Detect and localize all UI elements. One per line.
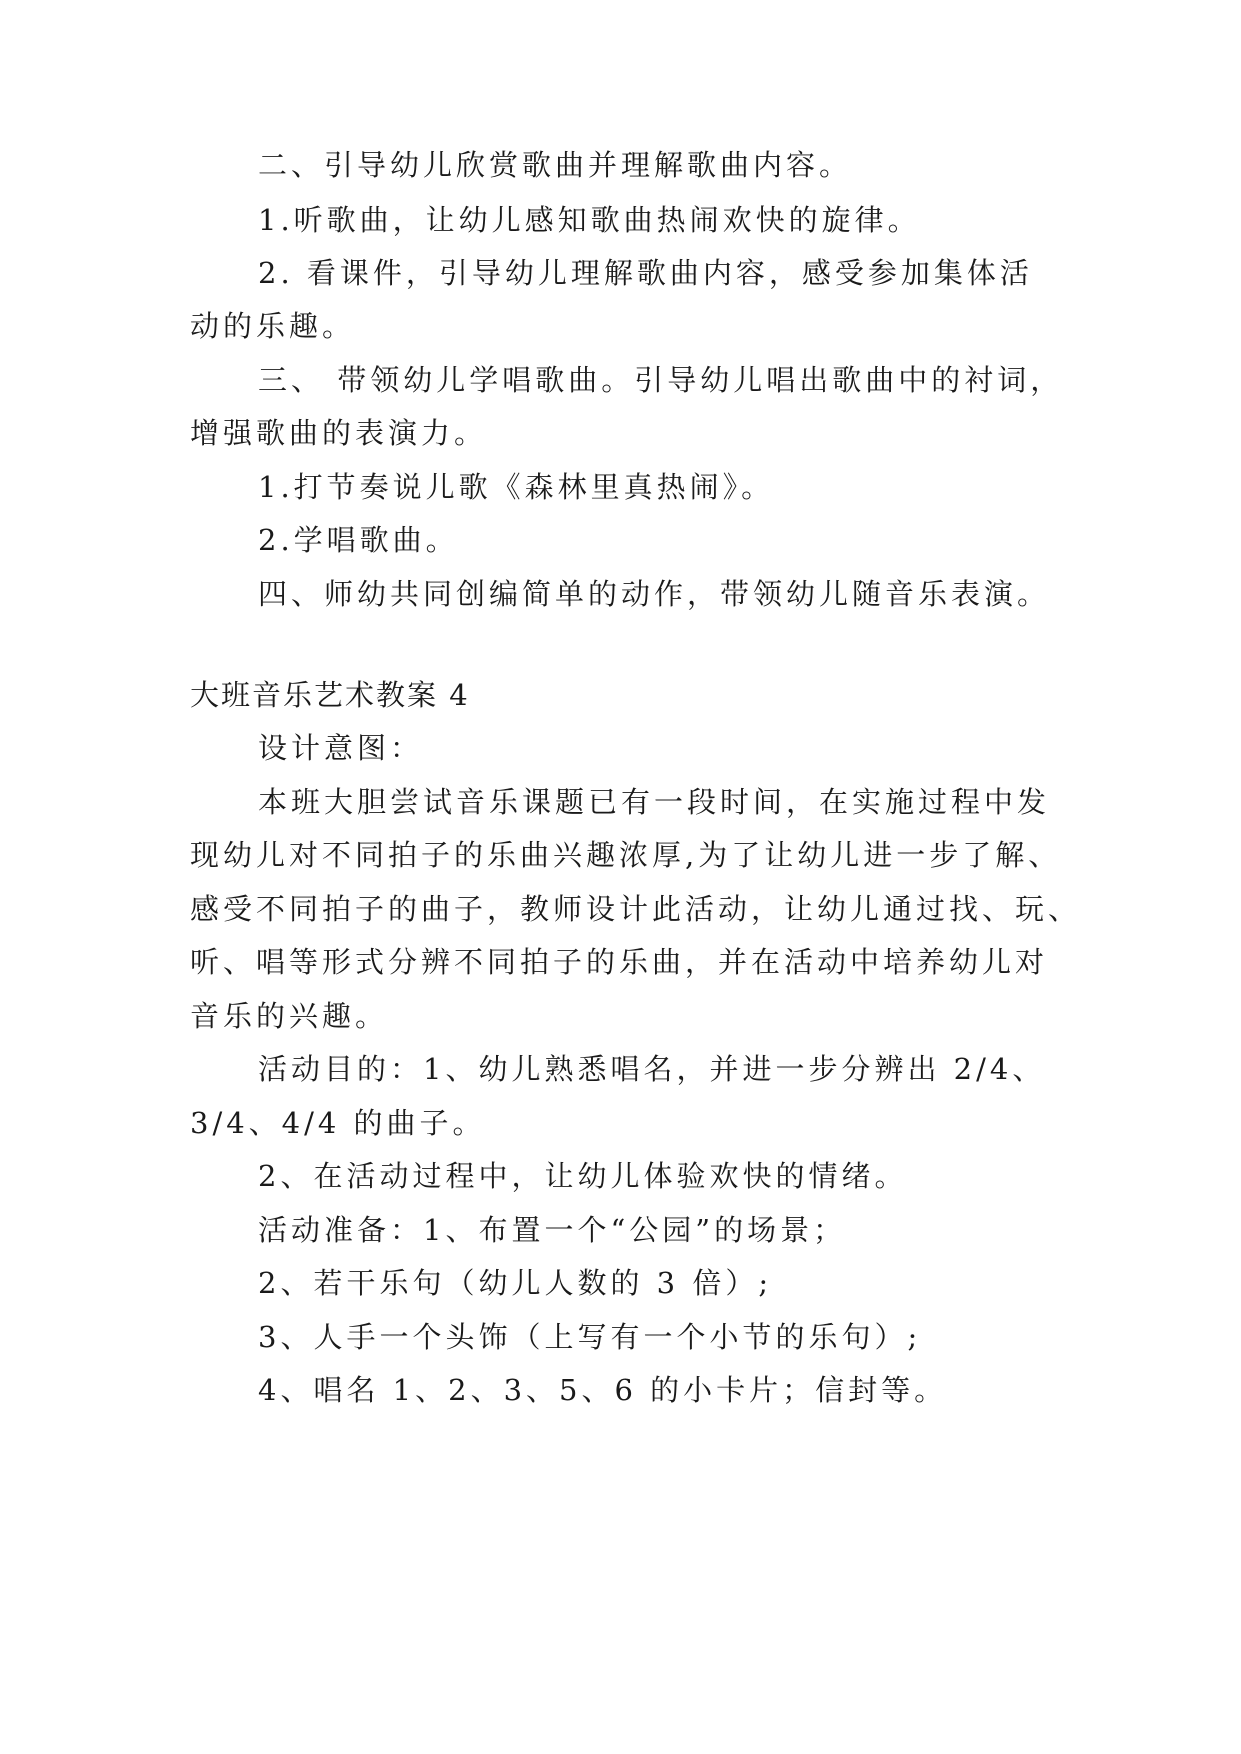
paragraph-line: 2、若干乐句（幼儿人数的 3 倍）;	[258, 1266, 773, 1300]
paragraph-line: 动的乐趣。	[190, 309, 356, 343]
paragraph-line: 4、唱名 1、2、3、5、6 的小卡片；信封等。	[258, 1373, 948, 1407]
paragraph-line: 活动目的：1、幼儿熟悉唱名，并进一步分辨出 2/4、	[258, 1052, 1046, 1086]
paragraph-line: 1.听歌曲，让幼儿感知歌曲热闹欢快的旋律。	[258, 203, 921, 237]
paragraph-line: 1.打节奏说儿歌《森林里真热闹》。	[258, 470, 775, 504]
paragraph-line: 增强歌曲的表演力。	[190, 416, 488, 450]
paragraph-label: 设计意图：	[258, 731, 424, 765]
paragraph-line: 现幼儿对不同拍子的乐曲兴趣浓厚,为了让幼儿进一步了解、	[190, 838, 1062, 872]
paragraph-line: 2.学唱歌曲。	[258, 523, 459, 557]
paragraph-line: 2、在活动过程中，让幼儿体验欢快的情绪。	[258, 1159, 908, 1193]
paragraph-line: 活动准备：1、布置一个“公园”的场景；	[258, 1213, 847, 1247]
paragraph-line: 3/4、4/4 的曲子。	[190, 1106, 486, 1140]
paragraph-line: 音乐的兴趣。	[190, 999, 389, 1033]
document-title: 大班音乐艺术教案 4	[190, 678, 470, 712]
section-heading-step2: 二、引导幼儿欣赏歌曲并理解歌曲内容。	[258, 148, 853, 182]
paragraph-line: 听、唱等形式分辨不同拍子的乐曲，并在活动中培养幼儿对	[190, 945, 1049, 979]
section-heading-step4: 四、师幼共同创编简单的动作，带领幼儿随音乐表演。	[258, 577, 1051, 611]
paragraph-line: 3、人手一个头饰（上写有一个小节的乐句）;	[258, 1320, 922, 1354]
paragraph-line: 感受不同拍子的曲子，教师设计此活动，让幼儿通过找、玩、	[190, 892, 1082, 926]
paragraph-line: 本班大胆尝试音乐课题已有一段时间，在实施过程中发	[258, 785, 1051, 819]
section-heading-step3: 三、 带领幼儿学唱歌曲。引导幼儿唱出歌曲中的衬词，	[258, 363, 1064, 397]
paragraph-line: 2. 看课件，引导幼儿理解歌曲内容，感受参加集体活	[258, 256, 1033, 290]
